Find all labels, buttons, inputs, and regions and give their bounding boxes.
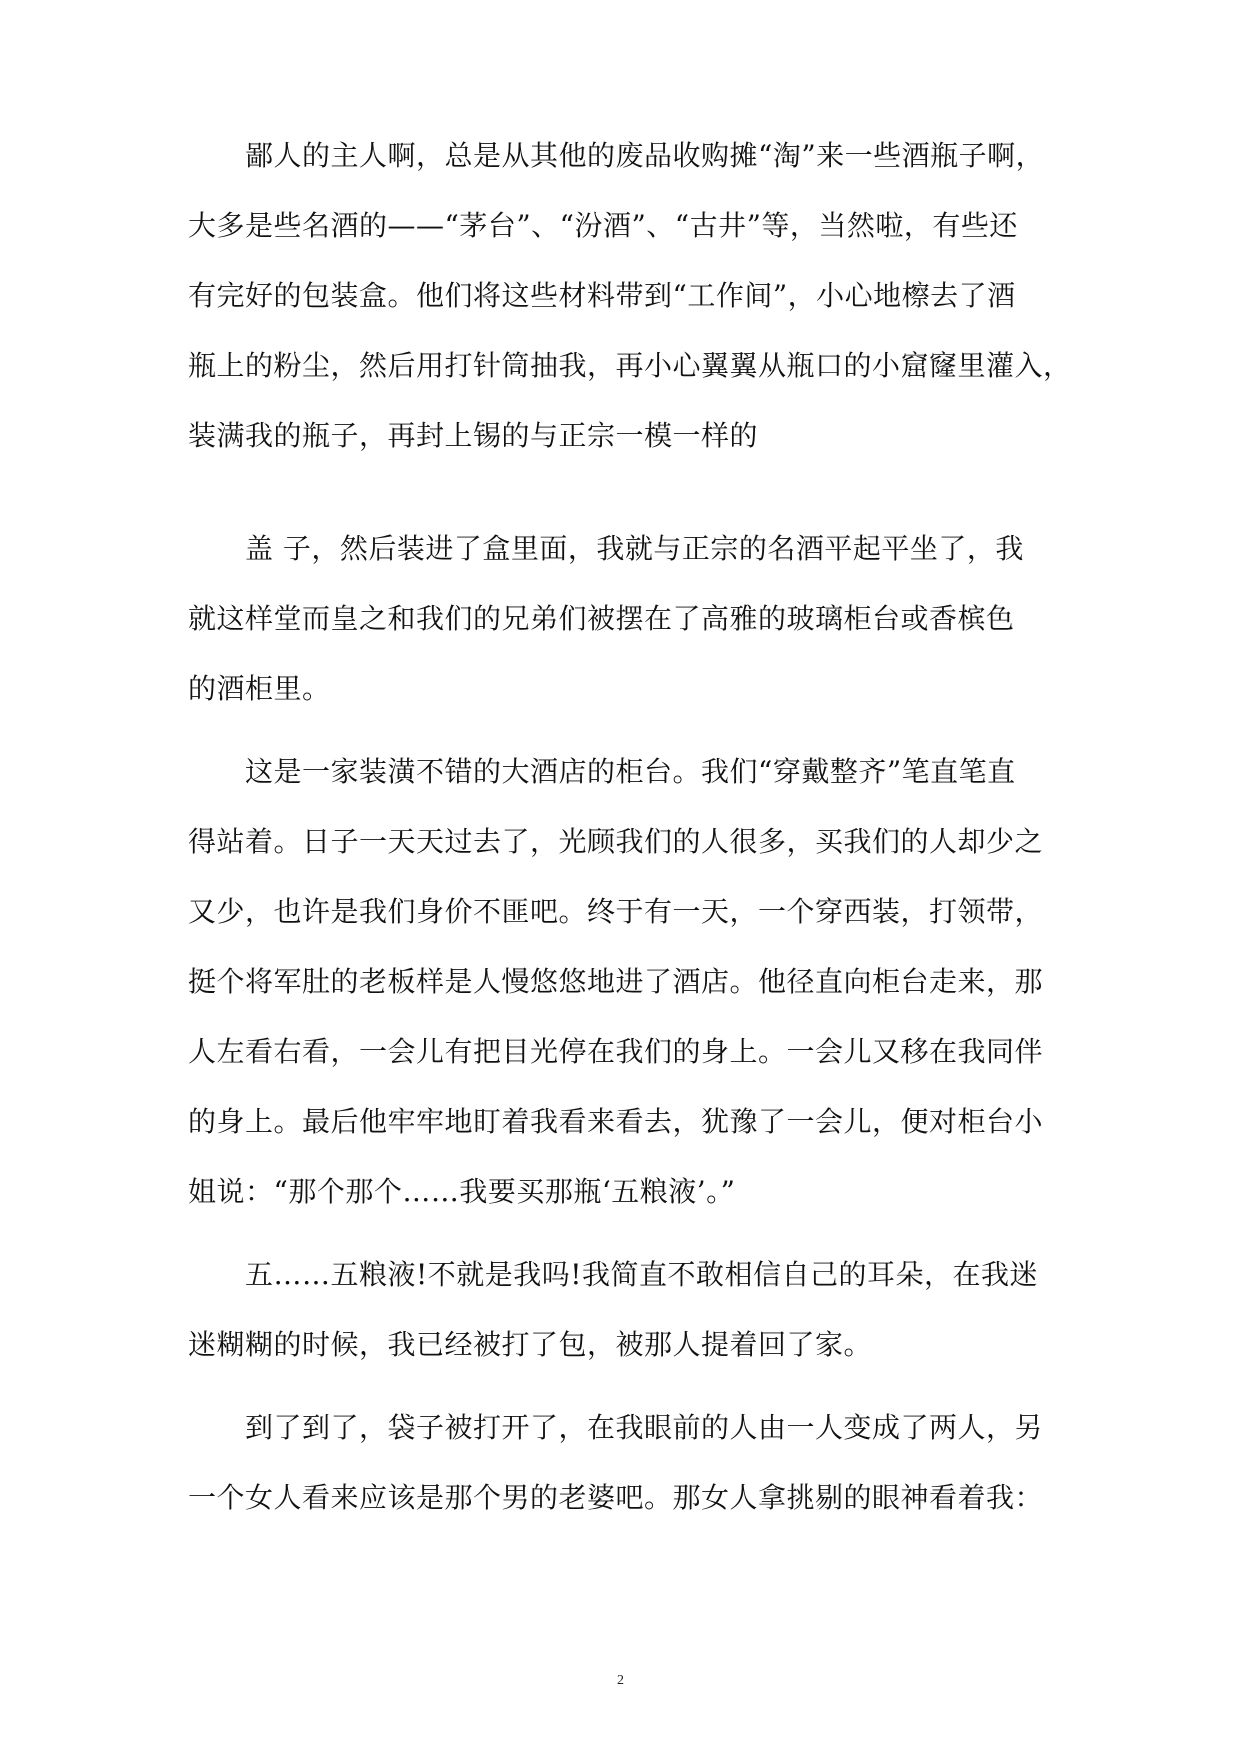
text-line: 挺个将军肚的老板样是人慢悠悠地进了酒店。他径直向柜台走来，那 <box>188 965 1044 998</box>
text-line: 这是一家装潢不错的大酒店的柜台。我们“穿戴整齐”笔直笔直 <box>188 755 1016 788</box>
text-line: 的酒柜里。 <box>188 672 331 705</box>
text-line: 得站着。日子一天天过去了，光顾我们的人很多，买我们的人却少之 <box>188 825 1044 858</box>
text-line: 迷糊糊的时候，我已经被打了包，被那人提着回了家。 <box>188 1328 873 1361</box>
text-line: 姐说：“那个那个……我要买那瓶‘五粮液’。” <box>188 1175 736 1208</box>
text-line: 大多是些名酒的——“茅台”、“汾酒”、“古井”等，当然啦，有些还 <box>188 209 1018 242</box>
text-line: 到了到了，袋子被打开了，在我眼前的人由一人变成了两人，另 <box>188 1411 1044 1444</box>
text-line: 盖 子，然后装进了盒里面，我就与正宗的名酒平起平坐了，我 <box>188 532 1024 565</box>
text-line: 又少，也许是我们身价不匪吧。终于有一天，一个穿西装，打领带， <box>188 895 1044 928</box>
text-line: 就这样堂而皇之和我们的兄弟们被摆在了高雅的玻璃柜台或香槟色 <box>188 602 1015 635</box>
page-number: 2 <box>617 1673 624 1688</box>
text-line: 鄙人的主人啊，总是从其他的废品收购摊“淘”来一些酒瓶子啊， <box>188 139 1045 172</box>
text-line: 人左看右看，一会儿有把目光停在我们的身上。一会儿又移在我同伴 <box>188 1035 1044 1068</box>
text-line: 装满我的瓶子，再封上锡的与正宗一模一样的 <box>188 419 759 452</box>
text-line: 的身上。最后他牢牢地盯着我看来看去，犹豫了一会儿，便对柜台小 <box>188 1105 1044 1138</box>
text-line: 有完好的包装盒。他们将这些材料带到“工作间”，小心地檫去了酒 <box>188 279 1016 312</box>
text-line: 瓶上的粉尘，然后用打针筒抽我，再小心翼翼从瓶口的小窟窿里灌入， <box>188 349 1072 382</box>
text-line: 五……五粮液!不就是我吗!我简直不敢相信自己的耳朵，在我迷 <box>188 1258 1039 1291</box>
text-line: 一个女人看来应该是那个男的老婆吧。那女人拿挑剔的眼神看着我： <box>188 1481 1044 1514</box>
